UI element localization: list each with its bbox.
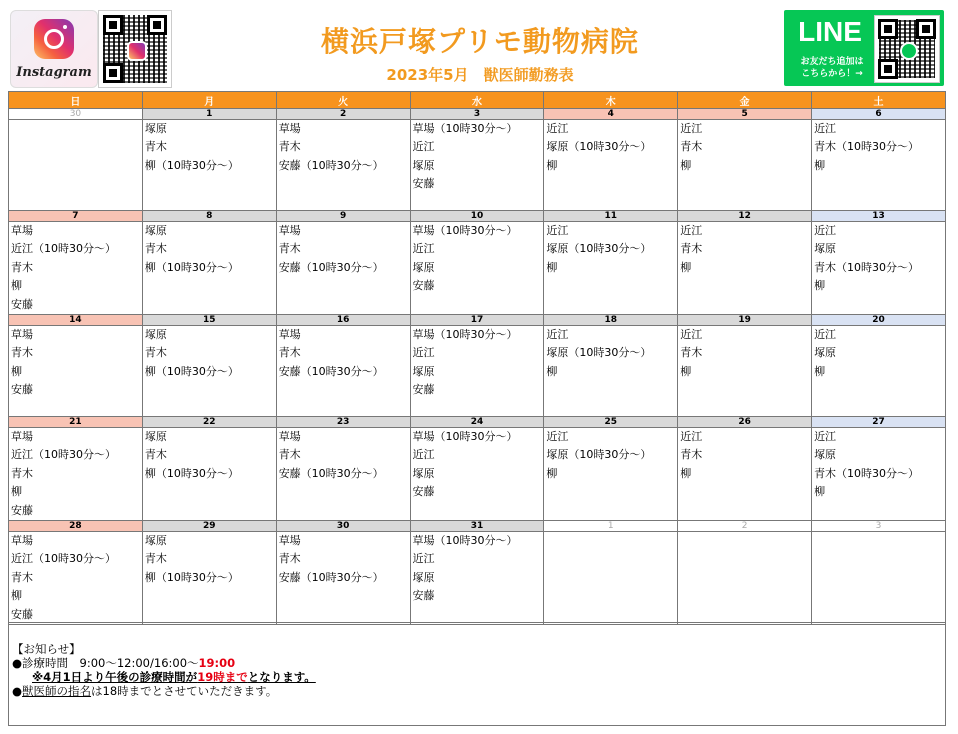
staff-entry: 近江 <box>546 328 569 342</box>
staff-entry: 塚原 <box>412 260 435 274</box>
staff-entry: 柳（10時30分～） <box>144 260 239 274</box>
date-number: 27 <box>812 417 946 428</box>
staff-entry: 塚原（10時30分～） <box>546 140 652 154</box>
line-add-friend-banner[interactable] <box>784 10 944 86</box>
staff-entry: 柳 <box>680 158 692 172</box>
staff-entry: 青木 <box>680 448 703 462</box>
staff-entry: 柳 <box>546 158 558 172</box>
staff-entry: 塚原 <box>412 466 435 480</box>
staff-entry: 青木 <box>278 448 301 462</box>
date-number: 11 <box>544 211 678 222</box>
day-cell <box>9 326 143 417</box>
staff-entry: 柳（10時30分～） <box>144 466 239 480</box>
staff-entry: 塚原 <box>814 448 837 462</box>
staff-entry: 近江 <box>680 122 703 135</box>
day-cell <box>812 532 946 625</box>
day-cell <box>678 222 812 315</box>
staff-entry: 塚原 <box>144 534 167 548</box>
day-cell <box>410 222 544 315</box>
notice-nomination: ●獣医師の指名は18時までとさせていただきます。 <box>12 684 278 698</box>
duty-calendar <box>8 91 946 625</box>
staff-entry: 近江 <box>412 448 435 462</box>
weekday-header: 木 <box>544 92 678 109</box>
staff-entry: 青木 <box>278 346 301 360</box>
line-icon <box>900 42 918 60</box>
date-number: 13 <box>812 211 946 222</box>
date-number: 10 <box>410 211 544 222</box>
day-cell <box>142 428 276 521</box>
date-row <box>9 211 946 222</box>
day-cell <box>544 532 678 625</box>
staff-entry: 柳 <box>814 364 826 378</box>
staff-entry: 青木 <box>680 242 703 256</box>
day-cell <box>9 532 143 625</box>
staff-entry: 草場（10時30分～） <box>412 328 518 342</box>
weekday-header: 火 <box>276 92 410 109</box>
staff-entry: 草場 <box>11 224 33 237</box>
staff-entry: 柳（10時30分～） <box>144 158 239 172</box>
date-number: 22 <box>142 417 276 428</box>
day-cell <box>142 532 276 625</box>
staff-entry: 青木（10時30分～） <box>814 466 920 480</box>
staff-entry: 塚原 <box>144 328 167 342</box>
staff-entry: 草場 <box>11 430 33 444</box>
date-number: 7 <box>9 211 143 222</box>
staff-entry: 青木 <box>278 552 301 566</box>
staff-entry: 柳 <box>546 260 558 274</box>
staff-entry: 近江 <box>412 242 435 256</box>
staff-entry: 安藤 <box>11 607 33 621</box>
staff-entry: 草場 <box>11 328 33 342</box>
staff-entry: 柳 <box>11 279 22 293</box>
day-cell <box>410 326 544 417</box>
staff-entry: 塚原 <box>144 122 167 135</box>
staff-entry: 安藤 <box>11 503 33 517</box>
date-number: 23 <box>276 417 410 428</box>
staff-entry: 安藤 <box>412 279 435 293</box>
page-subtitle: 2023年5月 獣医師勤務表 <box>386 66 574 84</box>
staff-entry: 安藤（10時30分～） <box>278 466 384 480</box>
staff-entry: 草場 <box>11 534 33 548</box>
date-row <box>9 417 946 428</box>
staff-entry: 近江 <box>680 224 703 237</box>
staff-entry: 安藤 <box>412 177 435 191</box>
date-number: 6 <box>812 109 946 120</box>
staff-entry: 近江 <box>814 122 837 135</box>
staff-entry: 草場（10時30分～） <box>412 430 518 444</box>
date-number: 24 <box>410 417 544 428</box>
day-cell <box>812 428 946 521</box>
day-cell <box>276 428 410 521</box>
staff-entry: 草場 <box>278 224 301 237</box>
staff-row <box>9 120 946 211</box>
staff-entry: 塚原（10時30分～） <box>546 242 652 256</box>
staff-entry: 近江 <box>546 122 569 135</box>
staff-entry: 塚原 <box>412 570 435 584</box>
date-number: 18 <box>544 315 678 326</box>
date-number: 26 <box>678 417 812 428</box>
date-number: 17 <box>410 315 544 326</box>
instagram-wordmark: Instagram <box>16 65 92 80</box>
staff-entry: 近江 <box>814 328 837 342</box>
staff-entry: 近江 <box>546 430 569 444</box>
notice-hours: ●診療時間 9:00～12:00/16:00～19:00 <box>12 656 236 670</box>
day-cell <box>276 120 410 211</box>
date-number: 3 <box>812 521 946 532</box>
date-number: 30 <box>9 109 143 120</box>
staff-entry: 近江（10時30分～） <box>11 242 116 256</box>
staff-entry: 近江 <box>814 430 837 444</box>
staff-entry: 柳 <box>11 485 22 499</box>
staff-entry: 柳 <box>814 158 826 172</box>
staff-entry: 青木（10時30分～） <box>814 260 920 274</box>
staff-entry: 柳（10時30分～） <box>144 570 239 584</box>
staff-entry: 草場（10時30分～） <box>412 224 518 237</box>
date-number: 12 <box>678 211 812 222</box>
day-cell <box>276 532 410 625</box>
staff-entry: 塚原 <box>144 430 167 444</box>
weekday-header: 日 <box>9 92 143 109</box>
staff-entry: 青木 <box>11 466 33 480</box>
date-number: 15 <box>142 315 276 326</box>
date-number: 16 <box>276 315 410 326</box>
notice-hours-change: ※4月1日より午後の診療時間が19時までとなります。 <box>32 670 316 684</box>
staff-entry: 塚原 <box>412 364 435 378</box>
staff-entry: 青木 <box>144 242 167 256</box>
day-cell <box>9 222 143 315</box>
calendar-body <box>9 109 946 625</box>
weekday-header: 土 <box>812 92 946 109</box>
staff-row <box>9 532 946 625</box>
date-number: 5 <box>678 109 812 120</box>
staff-entry: 近江 <box>412 552 435 566</box>
staff-entry: 青木 <box>278 242 301 256</box>
staff-entry: 柳 <box>814 485 826 499</box>
notices <box>12 642 316 698</box>
instagram-icon <box>34 19 74 59</box>
day-cell <box>812 120 946 211</box>
staff-entry: 柳 <box>546 364 558 378</box>
line-qr-code[interactable] <box>874 15 940 83</box>
staff-entry: 草場 <box>278 430 301 444</box>
staff-entry: 安藤（10時30分～） <box>278 364 384 378</box>
date-number: 14 <box>9 315 143 326</box>
day-cell <box>410 120 544 211</box>
staff-entry: 安藤 <box>412 383 435 397</box>
staff-entry: 青木 <box>680 140 703 154</box>
staff-entry: 近江 <box>546 224 569 237</box>
date-number: 2 <box>678 521 812 532</box>
date-row <box>9 521 946 532</box>
staff-entry: 青木（10時30分～） <box>814 140 920 154</box>
staff-entry: 塚原（10時30分～） <box>546 346 652 360</box>
day-cell <box>544 222 678 315</box>
staff-entry: 草場（10時30分～） <box>412 534 518 548</box>
date-number: 21 <box>9 417 143 428</box>
notice-heading: 【お知らせ】 <box>12 642 81 656</box>
date-number: 8 <box>142 211 276 222</box>
day-cell <box>276 222 410 315</box>
date-number: 30 <box>276 521 410 532</box>
staff-entry: 柳 <box>680 260 692 274</box>
staff-row <box>9 428 946 521</box>
staff-entry: 柳 <box>680 466 692 480</box>
staff-entry: 塚原 <box>814 346 837 360</box>
staff-entry: 安藤 <box>412 589 435 603</box>
weekday-header-row <box>9 92 946 109</box>
staff-row <box>9 326 946 417</box>
staff-entry: 塚原 <box>814 242 837 256</box>
day-cell <box>410 428 544 521</box>
date-number: 1 <box>544 521 678 532</box>
staff-entry: 安藤 <box>11 297 33 311</box>
date-number: 25 <box>544 417 678 428</box>
staff-entry: 青木 <box>144 552 167 566</box>
instagram-qr-code[interactable] <box>98 10 172 88</box>
staff-entry: 青木 <box>144 346 167 360</box>
day-cell <box>544 428 678 521</box>
staff-entry: 安藤 <box>412 485 435 499</box>
day-cell <box>142 326 276 417</box>
day-cell <box>678 326 812 417</box>
staff-entry: 青木 <box>278 140 301 154</box>
date-number: 20 <box>812 315 946 326</box>
day-cell <box>276 326 410 417</box>
staff-entry: 青木 <box>11 346 33 360</box>
day-cell <box>9 120 143 211</box>
day-cell <box>812 326 946 417</box>
date-number: 29 <box>142 521 276 532</box>
weekday-header: 水 <box>410 92 544 109</box>
staff-entry: 近江 <box>680 328 703 342</box>
day-cell <box>678 532 812 625</box>
staff-entry: 草場（10時30分～） <box>412 122 518 135</box>
staff-row <box>9 222 946 315</box>
day-cell <box>142 222 276 315</box>
staff-entry: 草場 <box>278 122 301 135</box>
date-number: 2 <box>276 109 410 120</box>
staff-entry: 柳 <box>11 364 22 378</box>
staff-entry: 塚原 <box>412 158 435 172</box>
weekday-header: 月 <box>142 92 276 109</box>
staff-entry: 近江（10時30分～） <box>11 448 116 462</box>
day-cell <box>678 428 812 521</box>
date-number: 1 <box>142 109 276 120</box>
day-cell <box>142 120 276 211</box>
line-caption: お友だち追加は こちらから！→ <box>800 57 864 79</box>
page-title: 横浜戸塚プリモ動物病院 <box>321 25 639 58</box>
date-number: 9 <box>276 211 410 222</box>
day-cell <box>544 120 678 211</box>
staff-entry: 近江 <box>814 224 837 237</box>
date-number: 19 <box>678 315 812 326</box>
staff-entry: 近江（10時30分～） <box>11 552 116 566</box>
staff-entry: 近江 <box>412 140 435 154</box>
staff-entry: 青木 <box>11 570 33 584</box>
staff-entry: 青木 <box>11 260 33 274</box>
staff-entry: 近江 <box>680 430 703 444</box>
date-number: 28 <box>9 521 143 532</box>
day-cell <box>544 326 678 417</box>
date-number: 3 <box>410 109 544 120</box>
date-number: 31 <box>410 521 544 532</box>
staff-entry: 草場 <box>278 534 301 548</box>
staff-entry: 安藤 <box>11 383 33 397</box>
day-cell <box>410 532 544 625</box>
staff-entry: 塚原（10時30分～） <box>546 448 652 462</box>
staff-entry: 安藤（10時30分～） <box>278 158 384 172</box>
staff-entry: 青木 <box>680 346 703 360</box>
staff-entry: 柳 <box>11 589 22 603</box>
staff-entry: 塚原 <box>144 224 167 237</box>
date-row <box>9 109 946 120</box>
staff-entry: 安藤（10時30分～） <box>278 260 384 274</box>
staff-entry: 草場 <box>278 328 301 342</box>
staff-entry: 柳 <box>546 466 558 480</box>
date-number: 4 <box>544 109 678 120</box>
weekday-header: 金 <box>678 92 812 109</box>
staff-entry: 近江 <box>412 346 435 360</box>
line-logo: LINE <box>798 16 862 47</box>
staff-entry: 青木 <box>144 140 167 154</box>
day-cell <box>812 222 946 315</box>
instagram-icon <box>127 41 147 61</box>
instagram-logo[interactable] <box>10 10 98 88</box>
staff-entry: 安藤（10時30分～） <box>278 570 384 584</box>
staff-entry: 柳（10時30分～） <box>144 364 239 378</box>
staff-entry: 柳 <box>814 279 826 293</box>
staff-entry: 柳 <box>680 364 692 378</box>
staff-entry: 青木 <box>144 448 167 462</box>
day-cell <box>9 428 143 521</box>
date-row <box>9 315 946 326</box>
day-cell <box>678 120 812 211</box>
